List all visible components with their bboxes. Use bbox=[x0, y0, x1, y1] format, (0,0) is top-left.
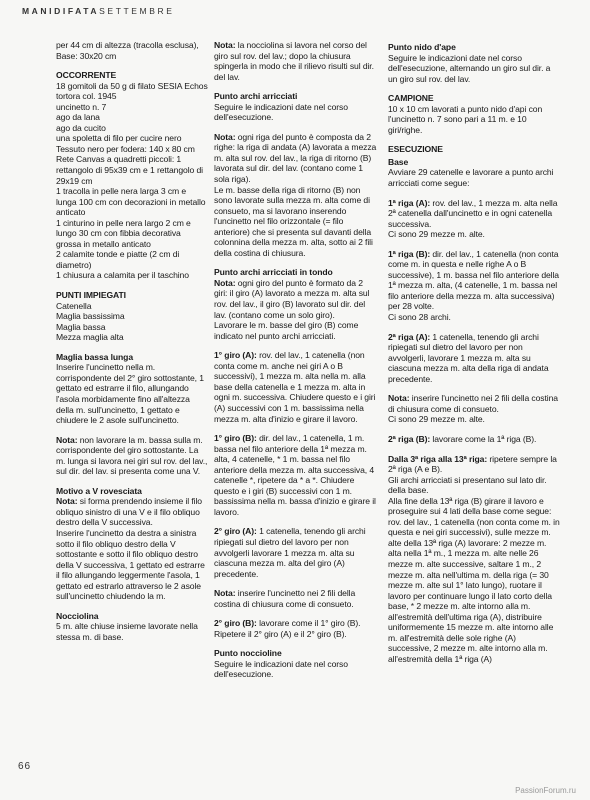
col2-instruction bbox=[214, 350, 378, 424]
text-column-2 bbox=[214, 40, 378, 689]
col3-heading: ESECUZIONE bbox=[388, 144, 443, 155]
col3-paragraph: Seguire le indicazioni date nel corso dell'esecuzione, alternando un giro sul dir. a un giro sul rov. del lav. bbox=[388, 52, 551, 84]
col2-instruction bbox=[214, 588, 378, 609]
col3-instruction bbox=[388, 249, 560, 323]
col1-paragraph: per 44 cm di altezza (tracolla esclusa), Base: 30x20 cm bbox=[56, 40, 199, 61]
col1-heading: Nocciolina bbox=[56, 610, 99, 621]
col3-heading: CAMPIONE bbox=[388, 93, 434, 104]
instruction-text: 1 catenella, tenendo gli archi ripiegati sul dietro del lavoro per non avvolgerli lavorare 1 mezza m. alta su ciascuna mezza m. alta del giro (A) precedente. bbox=[214, 526, 366, 579]
col2-paragraph: Seguire le indicazioni date nel corso dell'esecuzione. bbox=[214, 101, 348, 123]
col1-heading: OCCORRENTE bbox=[56, 70, 117, 81]
col2-instruction bbox=[214, 278, 378, 341]
instruction-text: inserire l'uncinetto nei 2 fili della costina di chiusura come di consueto. bbox=[214, 588, 356, 609]
col1-paragraph: 5 m. alte chiuse insieme lavorate nella stessa m. di base. bbox=[56, 621, 198, 642]
text-column-3 bbox=[388, 40, 560, 673]
col2-instruction bbox=[214, 618, 378, 639]
col2-instruction bbox=[214, 132, 378, 259]
col1-paragraph: 18 gomitoli da 50 g di filato SESIA Echos tortora col. 1945 uncinetto n. 7 ago da lana ago da cucito una spoletta di filo per cucire nero Tessuto nero per fodera: 140 x 80 cm Rete Canvas a quadretti piccoli: 1 rettangolo di 95x39 cm e 1 rettangolo di 29x19 cm 1 tracolla in pelle nera larga 3 cm e lunga 100 cm con decorazioni in metallo anticato 1 cinturino in pelle nera largo 2 cm e lungo 30 cm con fibbia decorativa grossa in metallo anticato 2 calamite tonde e piatte (2 cm di diametro) 1 chiusura a calamita per il taschino bbox=[56, 80, 208, 281]
instruction-text: lavorare come la 1ª riga (B). bbox=[430, 433, 537, 444]
instruction-label: Dalla 3ª riga alla 13ª riga: bbox=[388, 453, 488, 464]
col1-instruction bbox=[56, 496, 208, 601]
instruction-label: 2ª riga (A): bbox=[388, 331, 431, 342]
page-number: 66 bbox=[18, 761, 32, 772]
instruction-label: Nota: bbox=[388, 393, 410, 404]
instruction-label: 2° giro (B): bbox=[214, 618, 257, 629]
instruction-text: inserire l'uncinetto nei 2 fili della costina di chiusura come di consueto. Ci sono 29 mezze m. alte. bbox=[388, 393, 558, 425]
col2-instruction bbox=[214, 526, 378, 579]
running-header bbox=[22, 6, 175, 16]
instruction-text: rov. del lav., 1 catenella (non conta come m. anche nei giri A o B successivi), 1 mezza m. alta nella m. alla base della catenella e 1 mezza m. alta in ogni m. successiva. Chiudere questo e i giri (A) successivi con 1 m. bassissima nella mezza m. alta d'inizio e girare il lavoro. bbox=[214, 350, 376, 424]
instruction-label: Nota: bbox=[214, 277, 236, 288]
col1-heading: Motivo a V rovesciata bbox=[56, 485, 142, 496]
instruction-text: ogni giro del punto è formato da 2 giri: il giro (A) lavorato a mezza m. alta sul rov. del lav., il giro (B) lavorato sul dir. del lav. (contano come un solo giro). Lavorare le m. basse del giro (B) come indicato nel punto archi arricciati. bbox=[214, 277, 370, 341]
instruction-label: Nota: bbox=[214, 131, 236, 142]
instruction-text: rov. del lav., 1 mezza m. alta nella 2ª catenella dall'uncinetto e in ogni catenella successiva. Ci sono 29 mezze m. alte. bbox=[388, 197, 558, 240]
instruction-label: Nota: bbox=[214, 588, 236, 599]
col1-paragraph: Inserire l'uncinetto nella m. corrispondente del 2° giro sottostante, 1 gettato ed estrarre il filo, allungando l'asola morbidamente fino all'altezza della m. sull'uncinetto, 1 gettato e chiudere le 2 asole sull'uncinetto. bbox=[56, 362, 204, 426]
instruction-label: Nota: bbox=[214, 40, 236, 50]
col1-instruction bbox=[56, 435, 208, 477]
col3-instruction bbox=[388, 332, 560, 385]
instruction-text: lavorare come il 1° giro (B). Ripetere il 2° giro (A) e il 2° giro (B). bbox=[214, 618, 361, 639]
col2-instruction bbox=[214, 433, 378, 517]
col3-instruction bbox=[388, 393, 560, 425]
instruction-text: la nocciolina si lavora nel corso del giro sul rov. del lav.; dopo la chiusura spingerla in modo che il rilievo risulti sul dir. del lav. bbox=[214, 40, 374, 82]
instruction-label: 2° giro (A): bbox=[214, 526, 257, 537]
instruction-text: si forma prendendo insieme il filo obliquo sinistro di una V e il filo obliquo destro della V successiva. Inserire l'uncinetto da destra a sinistra sotto il filo obliquo destro della V sottostante e sotto il filo obliquo destro della V successiva, 1 gettato ed estrarre il filo allungando leggermente l'asola, 1 gettato ed estrarlo attraverso le 2 asole sull'uncinetto chiudendo la m. bbox=[56, 496, 205, 602]
col3-instruction bbox=[388, 434, 560, 445]
instruction-label: 1ª riga (A): bbox=[388, 197, 431, 208]
col1-heading: PUNTI IMPIEGATI bbox=[56, 290, 126, 301]
instruction-text: ripetere sempre la 2ª riga (A e B). Gli archi arricciati si presentano sul lato dir. della base. Alla fine della 13ª riga (B) girare il lavoro e proseguire sui 4 lati della base come segue: rov. del lav., 1 catenella (non conta come m. in questa e nei giri successivi), sulle mezze m. alte della 13ª riga (A) lavorare: 2 mezze m. alta nella 1ª m., 1 mezza m. alte nelle 26 mezze m. alte successive, saltare 1 m., 2 mezze m. alta nell'ultima m. della riga (= 30 mezze m. alte sul 1° lato lungo), ruotare il lavoro per continuare lungo il lato corto della base, * 2 mezze m. alte intorno alla m. all'estremità dell'ultima riga (A), distribuire uniformemente 15 mezze m. alte intorno alle m. all'estremità delle sole righe (A) successive, 2 mezze m. alte intorno alla m. all'estremità della 1ª riga (A) bbox=[388, 453, 560, 664]
col3-heading: Base bbox=[388, 156, 409, 167]
instruction-label: 1ª riga (B): bbox=[388, 248, 431, 259]
col2-instruction bbox=[214, 40, 378, 82]
col3-paragraph: 10 x 10 cm lavorati a punto nido d'api con l'uncinetto n. 7 sono pari a 11 m. e 10 giri/righe. bbox=[388, 103, 543, 135]
instruction-label: 1° giro (A): bbox=[214, 350, 257, 361]
col1-heading: Maglia bassa lunga bbox=[56, 351, 133, 362]
col2-heading: Punto noccioline bbox=[214, 648, 282, 659]
col3-instruction bbox=[388, 454, 560, 665]
header-prefix: MANIDIFATA bbox=[22, 6, 100, 16]
col2-heading: Punto archi arricciati bbox=[214, 91, 298, 102]
instruction-text: dir. del lav., 1 catenella, 1 m. bassa nel filo anteriore della 1ª mezza m. alta, 4 catenelle, * 1 m. bassa nel filo anteriore della mezza m. alta successiva, 4 catenelle *, ripetere da * a *. Chiudere questo e i giri (B) successivi con 1 m. bassissima nella m. bassa d'inizio e girare il lavoro. bbox=[214, 433, 376, 517]
col3-paragraph: Avviare 29 catenelle e lavorare a punto archi arricciati come segue: bbox=[388, 167, 554, 189]
instruction-text: dir. del lav., 1 catenella (non conta come m. in questa e nelle righe A o B successive), 1 m. bassa nel filo anteriore della 1ª mezza m. alta, (4 catenelle, 1 m. bassa nel filo anteriore della mezza m. alta successiva) per 28 volte. Ci sono 28 archi. bbox=[388, 248, 559, 323]
instruction-text: ogni riga del punto è composta da 2 righe: la riga di andata (A) lavorata a mezza m. alta sul rov. del lav., la riga di ritorno (B) lavorata sul dir. del lav. (contano come 1 sola riga). Le m. basse della riga di ritorno (B) non sono lavorate sulla mezza m. alta come di consueto, ma si lavorano inserendo l'uncinetto nel filo orizzontale (= filo anteriore) che si presenta sul davanti della colonnina della mezza m. alta, sotto ai 2 fili della costina di chiusura. bbox=[214, 131, 377, 258]
instruction-text: non lavorare la m. bassa sulla m. corrispondente del giro sottostante. La m. lunga si lavora nei giri sul rov. del lav., sul dir. del lav. si presenta come una V. bbox=[56, 434, 208, 477]
instruction-text: 1 catenella, tenendo gli archi ripiegati sul dietro del lavoro per non avvolgerli, lavorare 1 mezza m. alta su ciascuna mezza m. alta della riga di andata precedente. bbox=[388, 331, 549, 384]
instruction-label: 2ª riga (B): bbox=[388, 433, 431, 444]
instruction-label: Nota: bbox=[56, 434, 78, 445]
col3-instruction bbox=[388, 198, 560, 240]
text-column-1 bbox=[56, 40, 208, 651]
col2-heading: Punto archi arricciati in tondo bbox=[214, 267, 333, 278]
instruction-label: Nota: bbox=[56, 496, 78, 507]
header-suffix: SETTEMBRE bbox=[99, 6, 175, 16]
col3-heading: Punto nido d'ape bbox=[388, 42, 456, 52]
instruction-label: 1° giro (B): bbox=[214, 433, 257, 444]
col1-paragraph: Catenella Maglia bassissima Maglia bassa Mezza maglia alta bbox=[56, 300, 125, 343]
col2-paragraph: Seguire le indicazioni date nel corso dell'esecuzione. bbox=[214, 658, 348, 680]
watermark: PassionForum.ru bbox=[515, 786, 576, 795]
